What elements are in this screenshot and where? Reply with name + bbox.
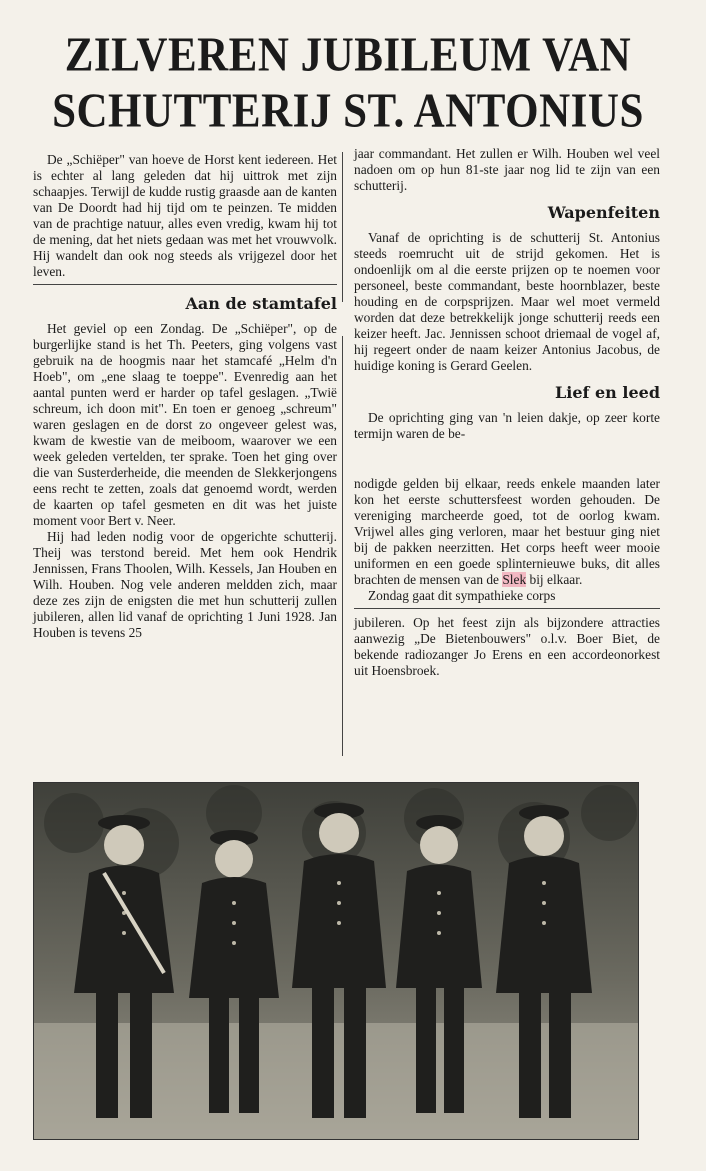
paragraph-wapenfeiten: Vanaf de oprichting is de schutterij St. Antonius steeds roemrucht uit de strijd gekomen. Het is ondoenlijk om al die eerste prijzen op te noemen voor personeel, beste commandant, beste hoornblazer, beste houding en de corpsprijzen. Maar wel moet vermeld worden dat deze betrekkelijk jonge schutterij reeds een keizer heeft. Jac. Jennissen schoot driemaal de vogel af, hij regeert onder de naam keizer Antonius Jacobus, de huidige koning is Gerard Geelen. [354, 230, 660, 373]
subhead-lief-en-leed: Lief en leed [555, 383, 660, 402]
article-column-left [33, 152, 337, 756]
paragraph-text-before: nodigde gelden bij elkaar, reeds enkele maanden later kon het eerste schuttersfeest worden gehouden. De vereniging marcheerde goed, tot de oorlog kwam. Vrijwel alles ging verloren, maar het bestuur ging niet bij de pakken neerzitten. Het corps heeft weer mooie uniformen en een goede splinternieuwe buks, dit alles brachten de mensen van de [354, 476, 660, 587]
column-gap [354, 442, 660, 476]
intro-paragraph: De „Schiëper" van hoeve de Horst kent iedereen. Het is echter al lang geleden dat hij uittrok met zijn schaapjes. Terwijl de kudde rustig graasde aan de kanten van De Doordt had hij tijd om te peinzen. Te midden van de prachtige natuur, alles even vredig, kwam hij tot de mening, dat het niets gedaan was met het vrouwvolk. Hij wandelt dan ook nog steeds als vrijgezel door het leven. [33, 152, 337, 279]
article-column-right [354, 146, 660, 758]
paragraph-closing: jubileren. Op het feest zijn als bijzondere attracties aanwezig „De Bietenbouwers" o.l.v. Boer Biet, de bekende radiozanger Jo Erens en een accordeonorkest uit Hoensbroek. [354, 615, 660, 678]
paragraph-text-after: bij elkaar. [526, 572, 583, 587]
column-divider [33, 284, 337, 285]
group-photo-illustration [34, 783, 638, 1139]
paragraph-lief-en-leed-2 [354, 476, 660, 588]
vertical-rule-top [342, 152, 343, 302]
paragraph-stamtafel-2: Hij had leden nodig voor de opgerichte schutterij. Theij was terstond bereid. Met hem ook Hendrik Jennissen, Frans Thoolen, Wilh. Kessels, Jan Houben en Wilh. Houben. Nog vele anderen meldden zich, maar deze zes zijn de enigsten die met hun schutterij zullen jubileren, allen lid vanaf de oprichting 1 Juni 1928. Jan Houben is tevens 25 [33, 529, 337, 640]
headline-line-2: SCHUTTERIJ ST. ANTONIUS [52, 85, 644, 138]
highlighted-word-slek: Slek [502, 572, 527, 587]
vertical-rule-bottom [342, 336, 343, 756]
column-divider-right [354, 608, 660, 609]
paragraph-stamtafel-1: Het geviel op een Zondag. De „Schiëper", op de burgerlijke stand is het Th. Peeters, ging volgens vast gebruik na de hoogmis naar het stamcafé „Helm d'n Hoeb", om „ene slaag te toeppe". Evenredig aan het aantal punten werd er harder op tafel geslagen. „Twië schreum, ich doon mit". En toen er genoeg „schreum" waren geslagen en de dorst zo ongeveer gelest was, kwam de kwestie van de meiboom, waarover we een week geleden vertelden, ter sprake. Toen het ging over die van Susterderheide, die meenden de Slekkerjongens eens recht te zetten, zoals dat genoemd wordt, werden de kaarten op tafel gesmeten en dit was het juiste moment voor Bert v. Neer. [33, 321, 337, 528]
subhead-wapenfeiten: Wapenfeiten [547, 203, 660, 222]
paragraph-lief-en-leed-3: Zondag gaat dit sympathieke corps [368, 588, 556, 603]
headline-line-1: ZILVEREN JUBILEUM VAN [64, 29, 632, 82]
subhead-aan-de-stamtafel: Aan de stamtafel [185, 294, 337, 313]
paragraph-lief-en-leed-1: De oprichting ging van 'n leien dakje, op zeer korte termijn waren de be- [354, 410, 660, 441]
headline [28, 28, 668, 140]
group-photo [33, 782, 639, 1140]
continued-paragraph: jaar commandant. Het zullen er Wilh. Houben wel veel nadoen om op hun 81-ste jaar nog lid te zijn van een schutterij. [354, 146, 660, 193]
